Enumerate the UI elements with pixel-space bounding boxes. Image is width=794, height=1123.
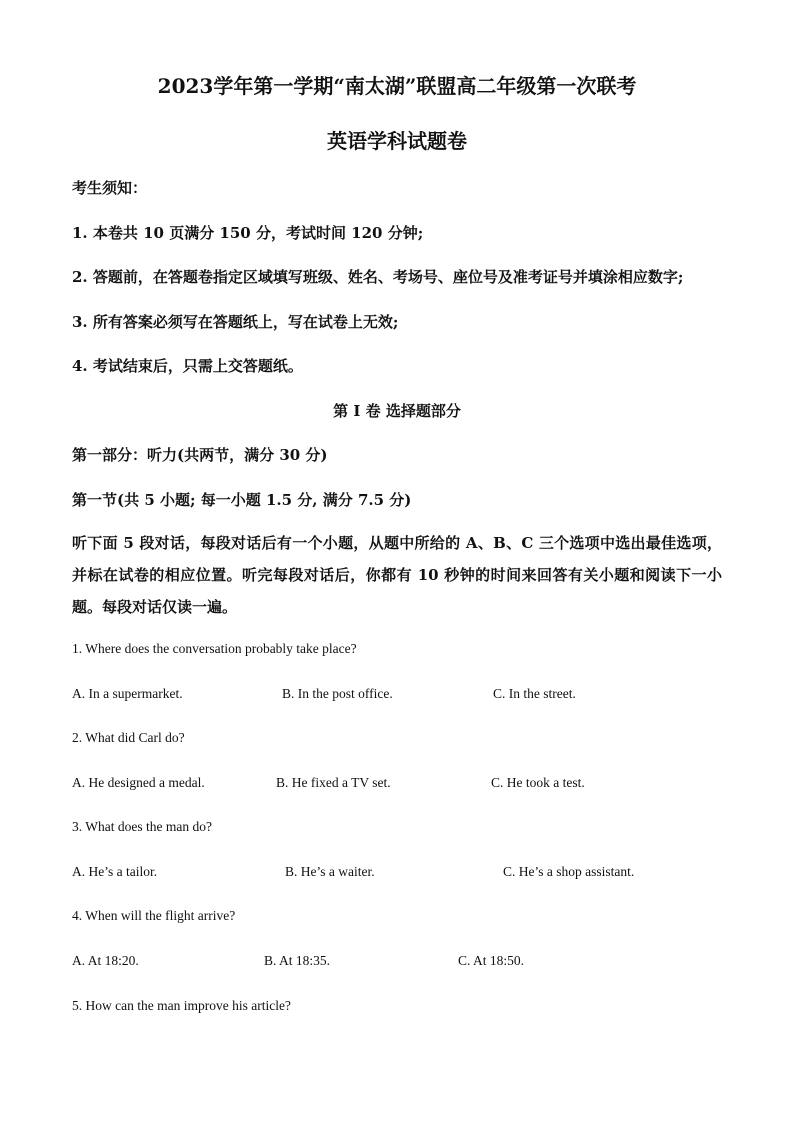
question-5: 5. How can the man improve his article?	[72, 998, 291, 1013]
q1-option-c: C. In the street.	[493, 686, 576, 701]
section-heading: 第一节(共 5 小题; 每一小题 1.5 分, 满分 7.5 分)	[72, 491, 412, 509]
exam-subtitle: 英语学科试题卷	[327, 129, 467, 153]
q4-option-c: C. At 18:50.	[458, 953, 525, 968]
q4-option-a: A. At 18:20.	[72, 953, 139, 968]
question-1: 1. Where does the conversation probably take place?	[72, 641, 357, 656]
q2-option-c: C. He took a test.	[491, 775, 585, 790]
question-3: 3. What does the man do?	[72, 819, 212, 834]
q2-option-a: A. He designed a medal.	[72, 775, 205, 790]
q3-option-b: B. He’s a waiter.	[285, 864, 375, 879]
notice-item-2: 2. 答题前，在答题卷指定区域填写班级、姓名、考场号、座位号及准考证号并填涂相应数字;	[72, 268, 684, 286]
q2-option-b: B. He fixed a TV set.	[276, 775, 391, 790]
q4-option-b: B. At 18:35.	[264, 953, 331, 968]
notice-item-1: 1. 本卷共 10 页满分 150 分，考试时间 120 分钟;	[72, 224, 424, 242]
q3-option-c: C. He’s a shop assistant.	[503, 864, 635, 879]
part-heading: 第一部分：听力(共两节，满分 30 分)	[72, 446, 328, 464]
notice-item-3: 3. 所有答案必须写在答题纸上，写在试卷上无效;	[72, 313, 399, 331]
question-4: 4. When will the flight arrive?	[72, 908, 236, 923]
volume-heading: 第 I 卷 选择题部分	[333, 402, 461, 420]
exam-title: 2023学年第一学期“南太湖”联盟高二年级第一次联考	[157, 74, 637, 98]
notice-heading: 考生须知：	[72, 179, 148, 197]
listening-instructions: 听下面 5 段对话，每段对话后有一个小题，从题中所给的 A、B、C 三个选项中选出最佳选项，并标在试卷的相应位置。听完每段对话后，你都有 10 秒钟的时间来回答有关小题和阅读下一小题。每段对话仅读一遍。	[72, 534, 722, 616]
q3-option-a: A. He’s a tailor.	[72, 864, 158, 879]
q1-option-b: B. In the post office.	[282, 686, 393, 701]
q1-option-a: A. In a supermarket.	[72, 686, 183, 701]
notice-item-4: 4. 考试结束后，只需上交答题纸。	[72, 357, 303, 375]
question-2: 2. What did Carl do?	[72, 730, 185, 745]
